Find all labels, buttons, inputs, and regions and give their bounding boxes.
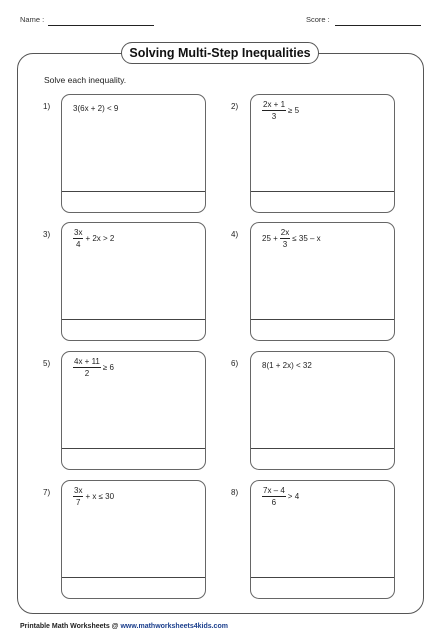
expression-prefix: 25 + <box>262 234 278 243</box>
problem-expression-1 <box>73 104 118 113</box>
problem-number-2: 2) <box>231 102 239 111</box>
problem-number-1: 1) <box>43 102 51 111</box>
problem-box-1[interactable] <box>61 94 206 213</box>
answer-line[interactable] <box>62 319 205 320</box>
fraction-numerator: 4x + 11 <box>74 357 100 366</box>
fraction-numerator: 3x <box>74 486 83 495</box>
expression-text: > 4 <box>287 492 300 501</box>
fraction-denominator: 3 <box>282 240 288 249</box>
fraction <box>73 357 101 378</box>
expression-text: 8(1 + 2x) < 32 <box>262 361 312 370</box>
problem-box-5[interactable] <box>61 351 206 470</box>
answer-line[interactable] <box>62 191 205 192</box>
fraction-denominator: 3 <box>271 112 277 121</box>
problem-box-4[interactable] <box>250 222 395 341</box>
fraction-numerator: 2x <box>280 228 290 237</box>
score-label: Score : <box>306 15 330 24</box>
problem-number-5: 5) <box>43 359 51 368</box>
expression-text: ≥ 5 <box>288 106 300 115</box>
fraction <box>262 486 286 507</box>
fraction-numerator: 2x + 1 <box>263 100 286 109</box>
fraction-denominator: 2 <box>84 369 90 378</box>
expression-text: + 2x > 2 <box>85 234 115 243</box>
problem-box-7[interactable] <box>61 480 206 599</box>
worksheet-title: Solving Multi-Step Inequalities <box>121 42 319 64</box>
problem-expression-5 <box>73 357 114 378</box>
problem-box-8[interactable] <box>250 480 395 599</box>
fraction-denominator: 4 <box>76 240 81 249</box>
fraction-numerator: 7x – 4 <box>263 486 285 495</box>
fraction <box>280 228 290 249</box>
footer-prefix: Printable Math Worksheets @ <box>20 623 119 630</box>
fraction-denominator: 6 <box>271 498 277 507</box>
problem-number-7: 7) <box>43 488 51 497</box>
answer-line[interactable] <box>251 319 394 320</box>
fraction <box>73 228 83 249</box>
expression-text: ≤ 35 – x <box>292 234 321 243</box>
name-line[interactable] <box>48 25 154 26</box>
answer-line[interactable] <box>251 448 394 449</box>
problem-expression-6 <box>262 361 312 370</box>
footer-site-link[interactable]: www.mathworksheets4kids.com <box>120 623 228 630</box>
score-line[interactable] <box>335 25 421 26</box>
problem-box-2[interactable] <box>250 94 395 213</box>
expression-text: 3(6x + 2) < 9 <box>73 104 119 113</box>
instruction-text: Solve each inequality. <box>44 75 127 85</box>
fraction <box>262 100 286 121</box>
problem-number-8: 8) <box>231 488 239 497</box>
answer-line[interactable] <box>251 191 394 192</box>
answer-line[interactable] <box>62 448 205 449</box>
footer <box>20 623 228 630</box>
problem-expression-7 <box>73 486 114 507</box>
fraction-numerator: 3x <box>74 228 83 237</box>
problem-number-6: 6) <box>231 359 239 368</box>
problem-number-3: 3) <box>43 230 51 239</box>
problem-expression-3 <box>73 228 114 249</box>
expression-text: ≥ 6 <box>102 363 114 372</box>
problem-expression-2 <box>262 100 299 121</box>
problem-number-4: 4) <box>231 230 239 239</box>
answer-line[interactable] <box>62 577 205 578</box>
problem-expression-8 <box>262 486 299 507</box>
fraction <box>73 486 83 507</box>
name-label: Name : <box>20 15 45 24</box>
fraction-denominator: 7 <box>76 498 81 507</box>
expression-text: + x ≤ 30 <box>85 492 115 501</box>
problem-box-3[interactable] <box>61 222 206 341</box>
problem-box-6[interactable] <box>250 351 395 470</box>
answer-line[interactable] <box>251 577 394 578</box>
problem-expression-4 <box>262 228 321 249</box>
